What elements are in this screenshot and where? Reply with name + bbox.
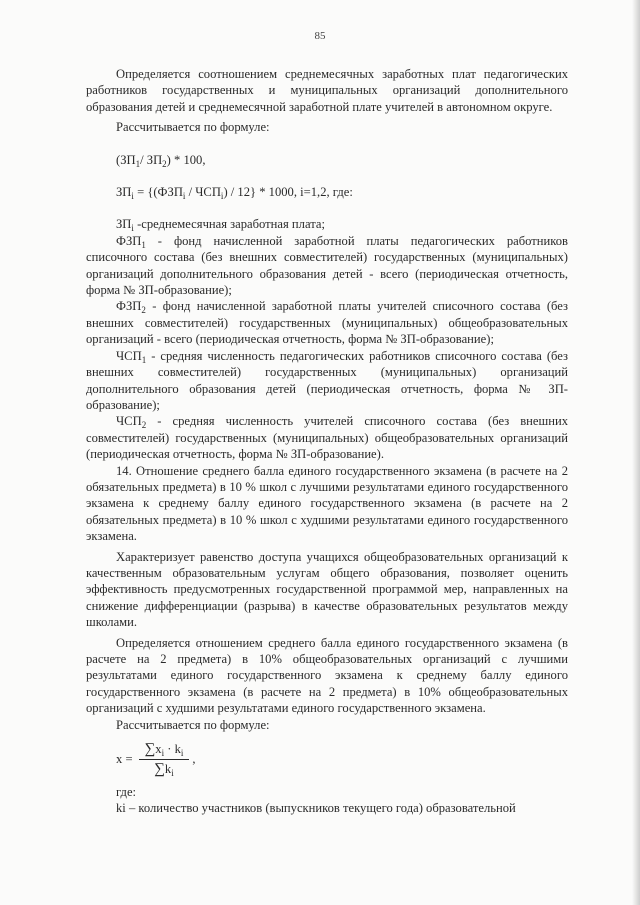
term-definition: – количество участников (выпускников текущего года) образовательной xyxy=(125,801,516,816)
fraction-comma: , xyxy=(192,751,196,766)
term-definition: - средняя численность педагогических работников списочного состава (без внешних совместителей) государственных (муниципальных) организаций дополнительного образования детей (периодическая отчетность, форма № ЗП-образование); xyxy=(86,348,568,412)
document-body xyxy=(86,66,568,817)
formula-salary-part: ) / 12} * 1000, i=1,2, где: xyxy=(223,185,353,200)
term-definition: - средняя численность учителей списочного состава (без внешних совместителей) государственных (муниципальных) общеобразовательных организаций (периодическая отчетность, форма № ЗП-образование). xyxy=(86,414,568,462)
fraction-denominator xyxy=(154,760,174,777)
formula-salary-part: = {(ФЗП xyxy=(133,185,183,200)
denominator-var: k xyxy=(164,761,172,776)
paragraph-characterizes: Характеризует равенство доступа учащихся общеобразовательных организаций к качественным образовательным услугам общего образования, позволяет оценить эффективность предусмотренных государственной программой мер, направленных на снижение дифференциации (разрыва) в качестве образовательных результатов между школами. xyxy=(86,549,568,630)
formula-fraction xyxy=(86,736,568,782)
where-label: где: xyxy=(116,785,137,800)
definition-ki xyxy=(86,800,568,816)
paragraph-definition: Определяется соотношением среднемесячных заработных плат педагогических работников государственных и муниципальных организаций дополнительного образования детей и среднемесячной заработной плате учителей в автономном округе. xyxy=(86,67,568,114)
term: ki xyxy=(116,801,126,816)
definition-fzp2 xyxy=(86,298,568,347)
term-sub: 1 xyxy=(141,354,147,365)
formula-ratio-part: / ЗП xyxy=(140,152,163,167)
fraction xyxy=(139,741,190,777)
term-sub: i xyxy=(131,223,134,234)
term: ЧСП xyxy=(116,348,142,363)
formula-ratio-part: (ЗП xyxy=(116,152,136,167)
formula-ratio-sub: 2 xyxy=(162,158,167,169)
definition-fzp1 xyxy=(86,233,568,299)
formula-salary-part: / ЧСП xyxy=(185,185,221,200)
formula-salary-sub: i xyxy=(220,191,224,202)
multiply-dot: · xyxy=(164,742,175,757)
formula-ratio-sub: 1 xyxy=(135,158,141,169)
scan-edge-shadow xyxy=(632,0,640,905)
fraction-numerator xyxy=(139,741,190,759)
denominator-sub: i xyxy=(171,767,174,778)
numerator-sub: i xyxy=(161,748,165,759)
formula-salary-part: ЗП xyxy=(116,185,132,200)
paragraph-definition-2: Определяется отношением среднего балла единого государственного экзамена (в расчете на 2 предмета) в 10% общеобразовательных организаций с лучшими результатами единого государственного экзамена к среднему баллу единого государственного экзамена (в расчете на 2 предмета) в 10% общеобразовательных организаций с худшими результатами единого государственного экзамена. xyxy=(86,635,568,716)
term-definition: - фонд начисленной заработной платы педагогических работников списочного состава (без внешних совместителей) государственных (муниципальных) организаций дополнительного образования детей - всего (периодическая отчетность, форма № ЗП-образование); xyxy=(86,233,568,298)
term-definition: -среднемесячная заработная плата; xyxy=(133,217,325,232)
sigma-symbol: ∑ xyxy=(154,760,165,777)
term-definition: - фонд начисленной заработной платы учителей списочного состава (без внешних совместителей) государственных (муниципальных) общеобразовательных организаций - всего (периодическая отчетность, форма № ЗП-образование); xyxy=(86,299,568,347)
term-sub: 2 xyxy=(141,305,146,316)
formula-ratio-part: ) * 100, xyxy=(166,152,206,167)
sigma-symbol: ∑ xyxy=(144,741,156,758)
definition-chsp1 xyxy=(86,348,568,414)
term-sub: 1 xyxy=(141,239,146,250)
formula-salary-sub: i xyxy=(182,191,186,202)
formula-salary xyxy=(86,184,568,200)
term: ЧСП xyxy=(116,414,142,429)
term: ФЗП xyxy=(116,299,142,314)
term: ЗП xyxy=(116,217,132,232)
numerator-var: x xyxy=(155,742,162,757)
paragraph-item-14: 14. Отношение среднего балла единого государственного экзамена (в расчете на 2 обязательных предмета) в 10 % школ с лучшими результатами единого государственного экзамена к среднему баллу единого государственного экзамена (в расчете на 2 обязательных предмета) в 10 % школ с худшими результатами единого государственного экзамена. xyxy=(86,463,568,544)
formula-salary-sub: i xyxy=(131,191,134,202)
formula-ratio xyxy=(86,152,568,168)
fraction-lhs: x = xyxy=(116,751,133,766)
paragraph-formula-intro: Рассчитывается по формуле: xyxy=(116,120,270,135)
definition-zp xyxy=(86,216,568,232)
term-sub: 2 xyxy=(141,420,147,431)
definition-chsp2 xyxy=(86,413,568,462)
numerator-var: k xyxy=(174,742,181,757)
page-number: 85 xyxy=(314,30,326,42)
term: ФЗП xyxy=(116,233,142,248)
numerator-sub: i xyxy=(180,748,184,759)
paragraph-formula-intro-2: Рассчитывается по формуле: xyxy=(116,717,270,732)
